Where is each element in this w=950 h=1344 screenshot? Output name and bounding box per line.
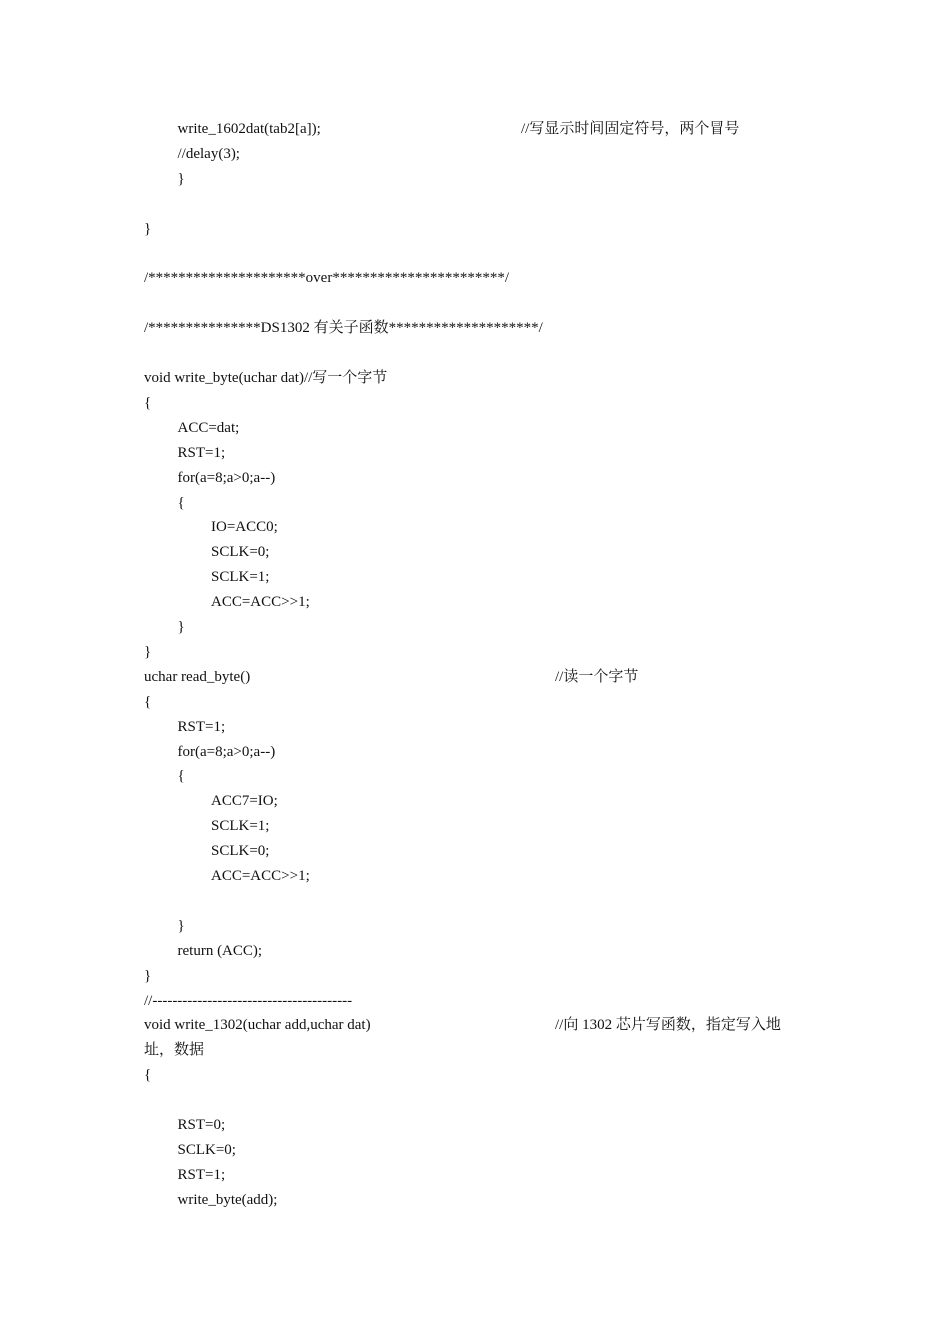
code-text: write_byte(add); [177, 1191, 278, 1208]
code-text: IO=ACC0; [211, 519, 278, 536]
code-comment: //写显示时间固定符号，两个冒号 [521, 121, 740, 137]
code-text: { [177, 768, 185, 785]
code-text: { [177, 494, 185, 511]
code-text: RST=0; [177, 1117, 226, 1133]
code-text: RST=1; [177, 1166, 226, 1183]
code-text: } [177, 619, 185, 635]
code-text: } [177, 170, 185, 187]
code-text: write_1602dat(tab2[a]); [177, 121, 321, 137]
code-text: ACC=ACC>>1; [211, 594, 310, 611]
code-text: SCLK=0; [211, 843, 270, 860]
code-text: } [144, 967, 152, 984]
code-text: SCLK=1; [211, 569, 270, 586]
code-text: void write_1302(uchar add,uchar dat) [144, 1017, 371, 1034]
code-text: 址，数据 [144, 1042, 205, 1059]
code-text: //delay(3); [177, 145, 240, 162]
code-text: { [144, 693, 152, 710]
code-text: void write_byte(uchar dat)//写一个字节 [144, 370, 388, 386]
code-text: //---------------------------------------- [144, 992, 353, 1009]
code-text: RST=1; [177, 718, 226, 735]
code-text: return (ACC); [177, 942, 263, 959]
code-text: /*********************over***********************/ [144, 270, 509, 287]
code-text: } [144, 643, 152, 660]
code-text: } [177, 917, 185, 934]
code-text: ACC=dat; [177, 419, 240, 436]
code-text: /***************DS1302 有关子函数********************/ [144, 320, 543, 337]
code-comment: //读一个字节 [555, 668, 639, 685]
code-text: for(a=8;a>0;a--) [177, 469, 276, 486]
code-text: ACC=ACC>>1; [211, 868, 310, 884]
code-text: ACC7=IO; [211, 793, 278, 810]
code-text: for(a=8;a>0;a--) [177, 743, 276, 760]
code-text: RST=1; [177, 444, 226, 461]
code-text: SCLK=0; [177, 1141, 236, 1158]
code-text: SCLK=0; [211, 544, 270, 561]
code-text: uchar read_byte() [144, 668, 251, 685]
code-text: } [144, 220, 152, 237]
code-comment: //向 1302 芯片写函数，指定写入地 [555, 1017, 781, 1034]
code-text: SCLK=1; [211, 818, 270, 835]
code-text: { [144, 1067, 152, 1084]
code-text: { [144, 394, 152, 411]
